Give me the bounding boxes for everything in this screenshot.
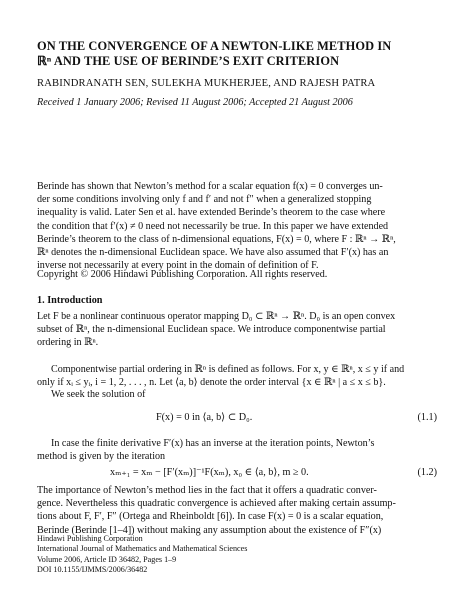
paper-title [37, 39, 437, 69]
abstract-line: ℝⁿ denotes the n-dimensional Euclidean space. We have also assumed that F′(x) has an [37, 247, 389, 259]
intro-paragraph-3 [37, 388, 437, 401]
body-line: subset of ℝⁿ, the n-dimensional Euclidean space. We introduce componentwise partial [37, 324, 386, 336]
body-line: gence. Nevertheless this quadratic convergence is achieved after making certain assump- [37, 498, 396, 510]
title-line-2: ℝⁿ AND THE USE OF BERINDE’S EXIT CRITERION [37, 54, 340, 68]
footer-line: International Journal of Mathematics and Mathematical Sciences [37, 544, 248, 554]
footer-line: Hindawi Publishing Corporation [37, 534, 143, 543]
abstract [37, 180, 437, 272]
equation-1-2: xₘ₊₁ = xₘ − [F′(xₘ)]⁻¹F(xₘ), x₀ ∈ ⟨a, b⟩, m ≥ 0. [110, 467, 309, 478]
body-line: Componentwise partial ordering in ℝⁿ is defined as follows. For x, y ∈ ℝⁿ, x ≤ y if and [51, 364, 405, 375]
title-line-1: ON THE CONVERGENCE OF A NEWTON-LIKE METHOD IN [37, 39, 392, 53]
equation-number-1-1: (1.1) [417, 412, 437, 423]
received-dates: Received 1 January 2006; Revised 11 August 2006; Accepted 21 August 2006 [37, 97, 353, 108]
intro-paragraph-5 [37, 484, 437, 537]
abstract-line: inequality is valid. Later Sen et al. have extended Berinde’s theorem to the case where [37, 207, 386, 219]
abstract-line: der some conditions involving only f and f′ and not f″ when a generalized stopping [37, 194, 372, 206]
footer-line: DOI 10.1155/IJMMS/2006/36482 [37, 565, 148, 575]
author-list: RABINDRANATH SEN, SULEKHA MUKHERJEE, AND RAJESH PATRA [37, 78, 376, 89]
abstract-line: inverse not necessarily at every point in the domain of definition of F. [37, 260, 319, 272]
body-line: method is given by the iteration [37, 451, 166, 463]
body-line: The importance of Newton’s method lies in the fact that it offers a quadratic conver- [37, 485, 377, 496]
abstract-line: Berinde has shown that Newton’s method for a scalar equation f(x) = 0 converges un- [37, 181, 383, 192]
abstract-line: the condition that f′(x) ≠ 0 need not necessarily be true. In this paper we have extended [37, 220, 389, 232]
body-line: Let F be a nonlinear continuous operator mapping D₀ ⊂ ℝⁿ → ℝⁿ. D₀ is an open convex [37, 311, 396, 322]
body-line: tions about F, F′, F″ (Ortega and Rheinboldt [6]). In case F(x) = 0 is a scalar equation, [37, 511, 384, 523]
intro-paragraph-1 [37, 310, 437, 350]
equation-number-1-2: (1.2) [417, 467, 437, 478]
intro-paragraph-2 [37, 363, 437, 389]
copyright-notice: Copyright © 2006 Hindawi Publishing Corporation. All rights reserved. [37, 269, 328, 280]
journal-footer [37, 534, 247, 576]
body-line: In case the finite derivative F′(x) has an inverse at the iteration points, Newton’s [51, 438, 375, 449]
body-line: Berinde (Berinde [1–4]) without making any assumption about the existence of F″(x) [37, 524, 382, 536]
section-heading-introduction: 1. Introduction [37, 295, 103, 306]
abstract-line: Berinde’s theorem to the class of n-dimensional equations, F(x) = 0, where F : ℝⁿ → ℝⁿ, [37, 233, 396, 245]
footer-line: Volume 2006, Article ID 36482, Pages 1–9 [37, 554, 177, 564]
intro-paragraph-4 [37, 437, 437, 463]
body-line: only if xᵢ ≤ yᵢ, i = 1, 2, . . . , n. Let ⟨a, b⟩ denote the order interval {x ∈ ℝⁿ | a ≤ x ≤ b}. [37, 377, 386, 389]
body-line: ordering in ℝⁿ. [37, 337, 99, 349]
equation-1-1: F(x) = 0 in ⟨a, b⟩ ⊂ D₀. [156, 412, 253, 423]
body-line: We seek the solution of [51, 389, 146, 400]
